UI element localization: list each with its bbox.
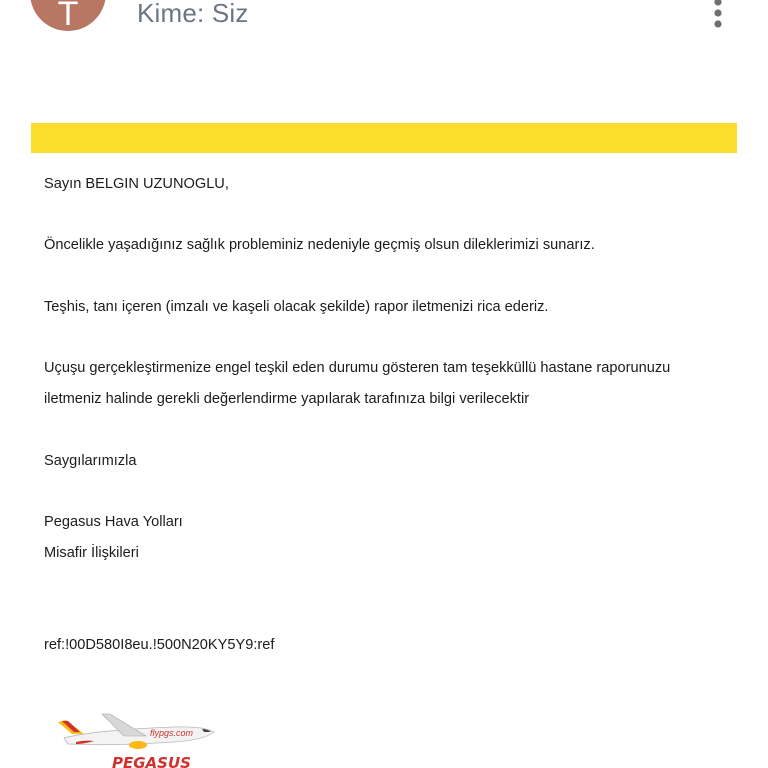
signature-department: Misafir İlişkileri (44, 545, 139, 561)
paragraph-2: Teşhis, tanı içeren (imzalı ve kaşeli olacak şekilde) rapor iletmenizi rica ederiz. (44, 299, 549, 315)
paragraph-3-line-2: iletmeniz halinde gerekli değerlendirme yapılarak tarafınıza bilgi verilecektir (44, 391, 530, 407)
brand-wordmark: PEGASUS (112, 754, 191, 768)
sender-avatar[interactable]: T (30, 0, 106, 31)
more-options-button[interactable] (702, 0, 734, 30)
closing: Saygılarımızla (44, 453, 137, 469)
airplane-icon (54, 700, 224, 768)
signature-company: Pegasus Hava Yolları (44, 514, 183, 530)
reference-code[interactable]: ref:!00D580I8eu.!500N20KY5Y9:ref (44, 637, 275, 653)
recipient-label: Kime: Siz (137, 0, 249, 28)
brand-banner (31, 123, 737, 153)
pegasus-logo (54, 700, 224, 768)
paragraph-3-line-1: Uçuşu gerçekleştirmenize engel teşkil eden durumu gösteren tam teşekküllü hastane raporunuzu (44, 360, 671, 376)
greeting: Sayın BELGIN UZUNOGLU, (44, 176, 229, 192)
paragraph-1: Öncelikle yaşadığınız sağlık probleminiz nedeniyle geçmiş olsun dileklerimizi sunarız. (44, 237, 595, 253)
more-vert-icon (702, 0, 734, 30)
fuselage-text: flypgs.com (150, 728, 194, 738)
